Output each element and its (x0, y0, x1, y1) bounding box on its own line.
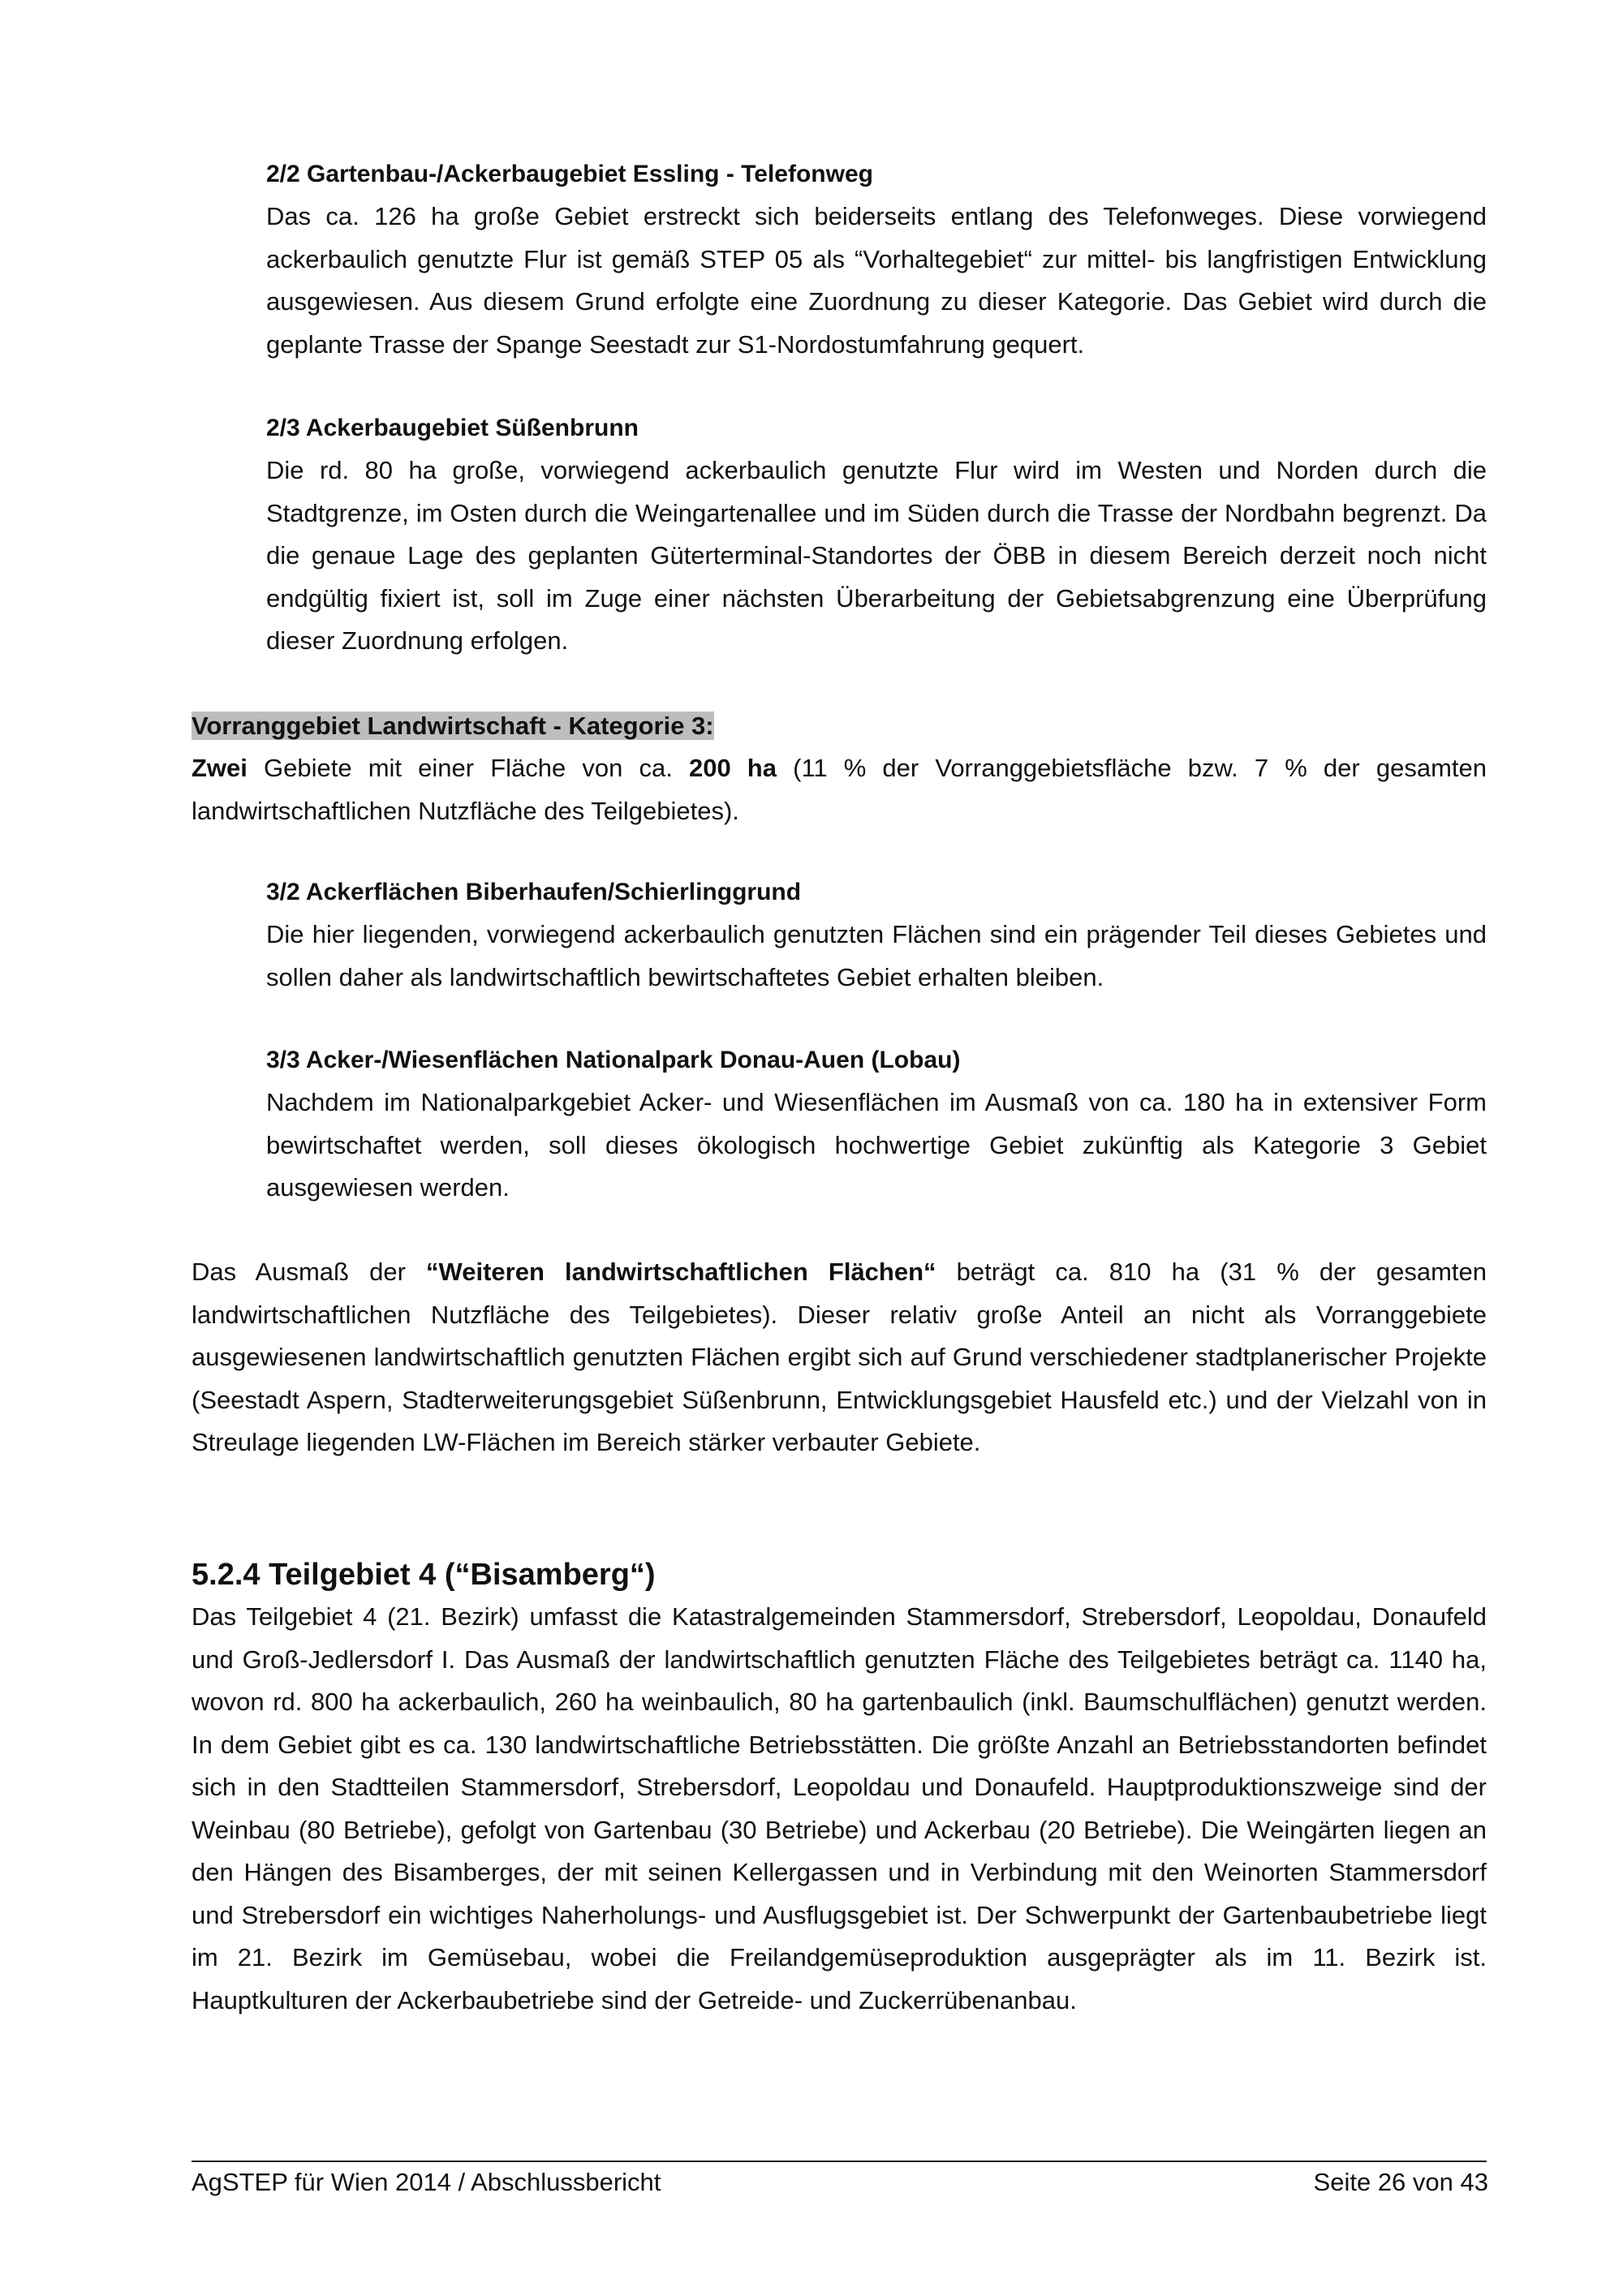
category-3-text-1: Gebiete mit einer Fläche von ca. (247, 754, 689, 782)
further-text-2: beträgt ca. 810 ha (31 % der gesamten landwirtschaftlichen Nutzfläche des Teilgebietes). Dieser relativ große Anteil an nicht als Vorranggebiete ausgewiesenen landwirtschaftlich genutzten Flächen ergibt sich auf Grund verschiedener stadtplanerischer Projekte (Seestadt Aspern, Stadterweiterungsgebiet Süßenbrunn, Entwicklungsgebiet Hausfeld etc.) und der Vielzahl von in Streulage liegenden LW-Flächen im Bereich stärker verbauter Gebiete. (192, 1258, 1487, 1456)
category-3-block (192, 705, 1487, 832)
category-3-heading-row (192, 705, 1487, 747)
further-agricultural-areas (192, 1251, 1487, 1464)
section-2-3 (266, 407, 1487, 663)
section-2-2 (266, 153, 1487, 366)
category-3-heading: Vorranggebiet Landwirtschaft - Kategorie 3: (192, 712, 714, 740)
further-agricultural-paragraph (192, 1251, 1487, 1464)
section-5-2-4-heading: 5.2.4 Teilgebiet 4 (“Bisamberg“) (192, 1558, 656, 1592)
section-3-3-title: 3/3 Acker-/Wiesenflächen Nationalpark Donau-Auen (Lobau) (266, 1047, 961, 1073)
footer-document-title: AgSTEP für Wien 2014 / Abschlussbericht (192, 2168, 661, 2196)
further-bold-term: “Weiteren landwirtschaftlichen Flächen“ (426, 1258, 936, 1286)
further-text-1: Das Ausmaß der (192, 1258, 427, 1286)
section-3-3-body: Nachdem im Nationalparkgebiet Acker- und Wiesenflächen im Ausmaß von ca. 180 ha in extensiver Form bewirtschaftet werden, soll dieses ökologisch hochwertige Gebiet zukünftig als Kategorie 3 Gebiet ausgewiesen werden. (266, 1088, 1487, 1202)
category-3-area: 200 ha (688, 754, 777, 782)
section-3-3 (266, 1039, 1487, 1210)
category-3-summary (192, 747, 1487, 832)
section-3-2-body: Die hier liegenden, vorwiegend ackerbaulich genutzten Flächen sind ein prägender Teil dieses Gebietes und sollen daher als landwirtschaftlich bewirtschaftetes Gebiet erhalten bleiben. (266, 920, 1487, 991)
section-2-2-body: Das ca. 126 ha große Gebiet erstreckt sich beiderseits entlang des Telefonweges. Diese vorwiegend ackerbaulich genutzte Flur ist gemäß STEP 05 als “Vorhaltegebiet“ zur mittel- bis langfristigen Entwicklung ausgewiesen. Aus diesem Grund erfolgte eine Zuordnung zu dieser Kategorie. Das Gebiet wird durch die geplante Trasse der Spange Seestadt zur S1-Nordostumfahrung gequert. (266, 202, 1487, 359)
section-2-3-title: 2/3 Ackerbaugebiet Süßenbrunn (266, 415, 639, 441)
footer-page-number: Seite 26 von 43 (1313, 2168, 1488, 2196)
category-3-count: Zwei (192, 754, 248, 782)
section-5-2-4 (192, 1554, 1487, 2022)
section-2-2-title: 2/2 Gartenbau-/Ackerbaugebiet Essling - Telefonweg (266, 161, 873, 187)
footer-divider (192, 2161, 1487, 2162)
section-3-2 (266, 871, 1487, 999)
section-5-2-4-body: Das Teilgebiet 4 (21. Bezirk) umfasst die Katastralgemeinden Stammersdorf, Strebersdorf, Leopoldau, Donaufeld und Groß-Jedlersdorf I. Das Ausmaß der landwirtschaftlich genutzten Fläche des Teilgebietes beträgt ca. 1140 ha, wovon rd. 800 ha ackerbaulich, 260 ha weinbaulich, 80 ha gartenbaulich (inkl. Baumschulflächen) genutzt werden. In dem Gebiet gibt es ca. 130 landwirtschaftliche Betriebsstätten. Die größte Anzahl an Betriebsstandorten befindet sich in den Stadtteilen Stammersdorf, Strebersdorf, Leopoldau und Donaufeld. Hauptproduktionszweige sind der Weinbau (80 Betriebe), gefolgt von Gartenbau (30 Betriebe) und Ackerbau (20 Betriebe). Die Weingärten liegen an den Hängen des Bisamberges, der mit seinen Kellergassen und in Verbindung mit den Weinorten Stammersdorf und Strebersdorf ein wichtiges Naherholungs- und Ausflugsgebiet ist. Der Schwerpunkt der Gartenbaubetriebe liegt im 21. Bezirk im Gemüsebau, wobei die Freilandgemüseproduktion ausgeprägter als im 11. Bezirk ist. Hauptkulturen der Ackerbaubetriebe sind der Getreide- und Zuckerrübenanbau. (192, 1602, 1487, 2014)
section-2-3-body: Die rd. 80 ha große, vorwiegend ackerbaulich genutzte Flur wird im Westen und Norden durch die Stadtgrenze, im Osten durch die Weingartenallee und im Süden durch die Trasse der Nordbahn begrenzt. Da die genaue Lage des geplanten Güterterminal-Standortes der ÖBB in diesem Bereich derzeit noch nicht endgültig fixiert ist, soll im Zuge einer nächsten Überarbeitung der Gebietsabgrenzung eine Überprüfung dieser Zuordnung erfolgen. (266, 456, 1487, 655)
category-3-text-2: (11 % der Vorranggebietsfläche bzw. 7 % der gesamten landwirtschaftlichen Nutzfläche des Teilgebietes). (192, 754, 1487, 825)
section-3-2-title: 3/2 Ackerflächen Biberhaufen/Schierlinggrund (266, 879, 802, 905)
